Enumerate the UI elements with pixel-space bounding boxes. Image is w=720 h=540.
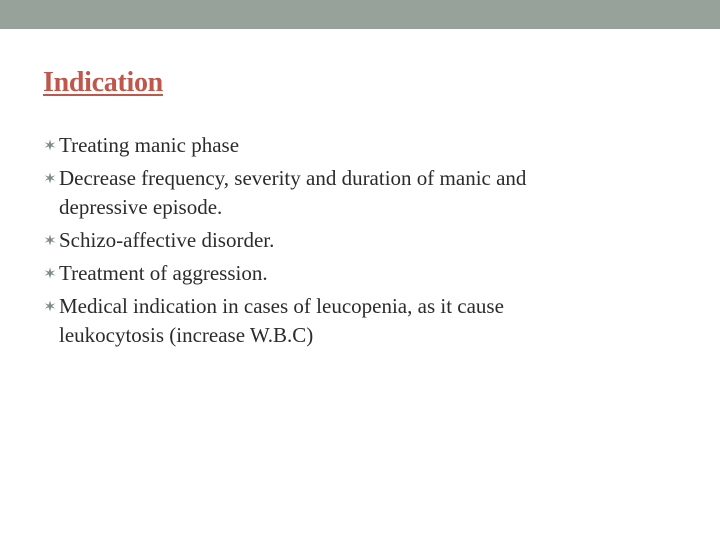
list-item [44, 226, 684, 255]
slide-title: Indication [43, 67, 163, 98]
list-item [44, 131, 684, 160]
bullet-text: Treatment of aggression. [59, 261, 268, 285]
bullet-text: Decrease frequency, severity and duration of manic and depressive episode. [59, 166, 527, 219]
bullet-text: Treating manic phase [59, 133, 240, 157]
list-item [44, 292, 684, 350]
top-bar [0, 0, 720, 29]
star-bullet-icon [44, 131, 58, 160]
star-bullet-icon [44, 164, 58, 193]
bullet-text: Schizo-affective disorder. [59, 228, 275, 252]
star-bullet-icon [44, 292, 58, 321]
list-item [44, 259, 684, 288]
star-bullet-icon [44, 259, 58, 288]
list-item [44, 164, 684, 222]
bullet-text: Medical indication in cases of leucopenia, as it cause leukocytosis (increase W.B.C) [59, 294, 504, 347]
star-bullet-icon [44, 226, 58, 255]
bullet-list [44, 131, 684, 354]
